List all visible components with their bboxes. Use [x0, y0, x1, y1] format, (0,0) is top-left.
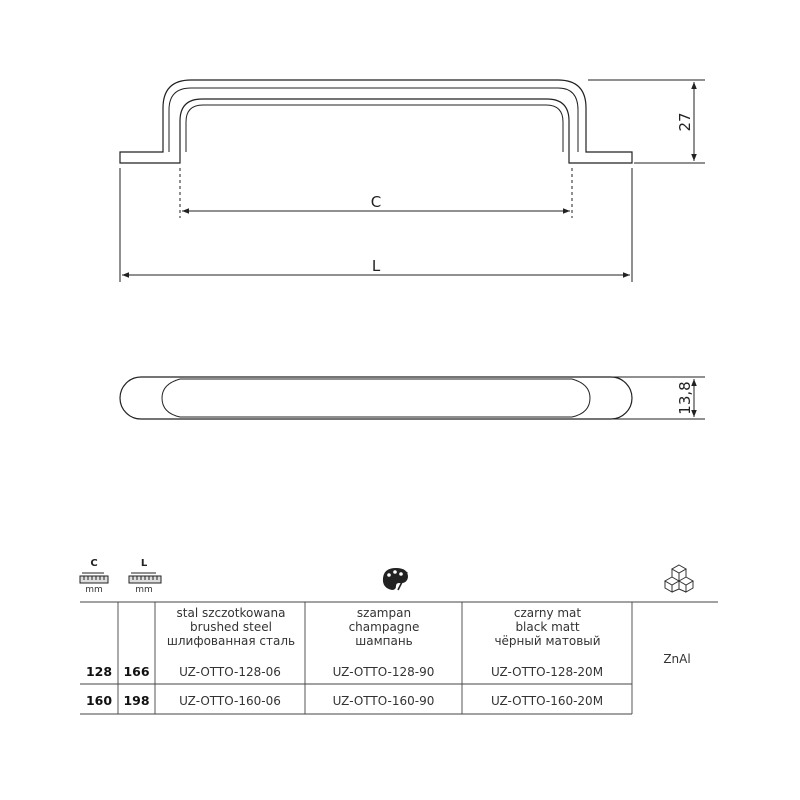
- c-ruler-icon: [80, 573, 108, 583]
- palette-icon: [383, 568, 408, 590]
- c-header-unit: mm: [85, 585, 103, 595]
- l-label: L: [371, 257, 381, 275]
- handle-top-view: [120, 377, 632, 419]
- finish-header-brushed-steel: stal szczotkowana brushed steel шлифованная сталь: [166, 606, 296, 648]
- row-128-c: 128: [85, 664, 113, 679]
- row-160-c: 160: [85, 693, 113, 708]
- row-160-l: 198: [123, 693, 150, 708]
- finish-header-champagne: szampan champagne шампань: [348, 606, 420, 648]
- spec-table-grid: [80, 602, 718, 714]
- finish-header-black-matt: czarny mat black matt чёрный матовый: [494, 606, 601, 648]
- code-128-06: UZ-OTTO-128-06: [179, 665, 281, 679]
- code-160-06: UZ-OTTO-160-06: [179, 694, 281, 708]
- c-label: C: [370, 193, 382, 211]
- l-ruler-icon: [129, 573, 161, 583]
- l-header-letter: L: [140, 558, 148, 569]
- height-label: 27: [676, 112, 694, 132]
- material-value: ZnAl: [663, 652, 691, 666]
- code-128-90: UZ-OTTO-128-90: [332, 665, 435, 679]
- thickness-label: 13,8: [676, 381, 694, 415]
- c-header-letter: C: [90, 558, 98, 569]
- handle-side-view: [120, 80, 632, 163]
- l-header-unit: mm: [135, 585, 153, 595]
- code-160-20m: UZ-OTTO-160-20M: [490, 694, 604, 708]
- code-160-90: UZ-OTTO-160-90: [332, 694, 435, 708]
- code-128-20m: UZ-OTTO-128-20M: [490, 665, 604, 679]
- cubes-icon: [665, 565, 693, 592]
- row-128-l: 166: [123, 664, 150, 679]
